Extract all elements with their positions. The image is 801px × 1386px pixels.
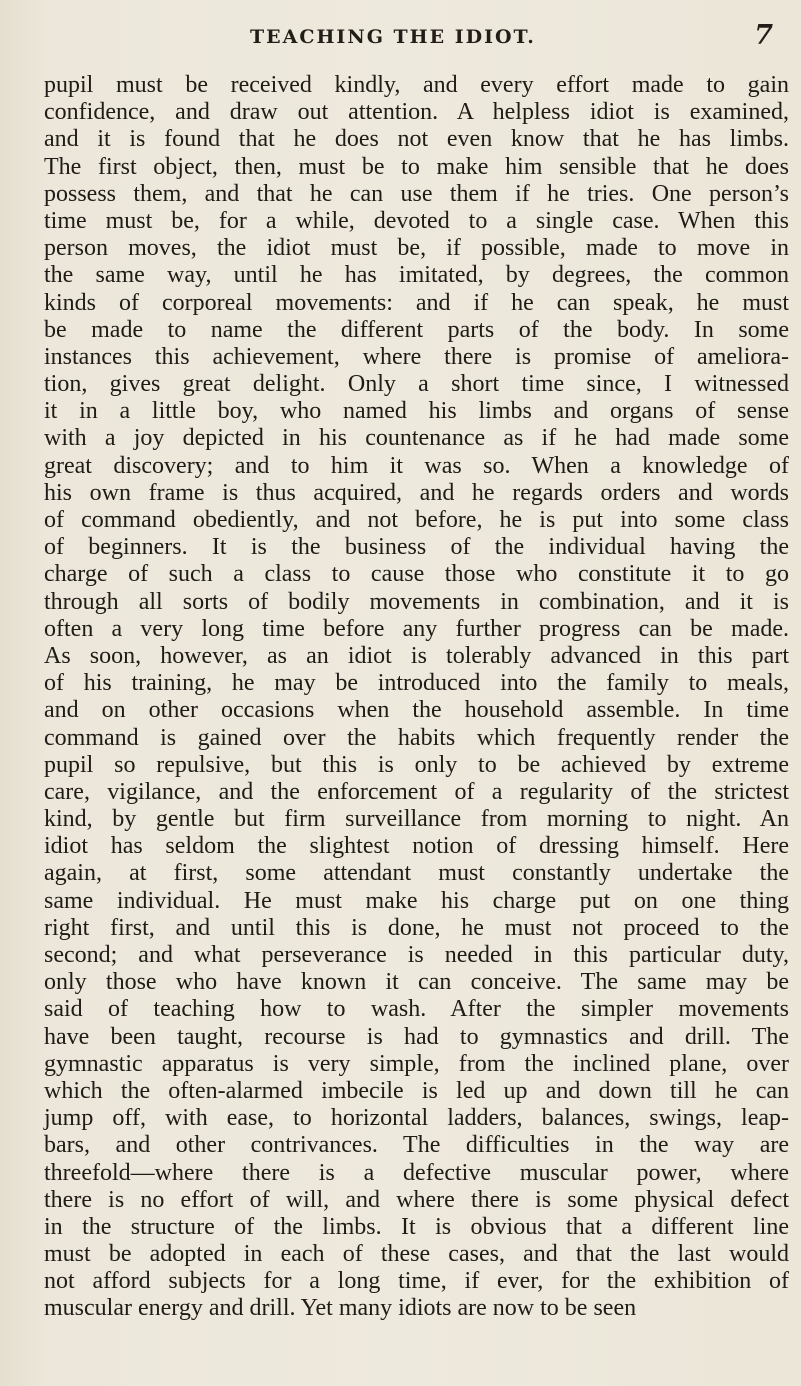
text-line: second; and what perseverance is needed in this particular duty, xyxy=(44,942,789,968)
text-line: which the often-alarmed imbecile is led up and down till he can xyxy=(44,1077,789,1104)
text-line: great discovery; and to him it was so. When a knowledge of xyxy=(44,452,789,479)
text-line: in the structure of the limbs. It is obvious that a different line xyxy=(44,1213,789,1240)
text-line: there is no effort of will, and where there is some physical defect xyxy=(44,1186,789,1213)
text-line: must be adopted in each of these cases, and that the last would xyxy=(44,1241,789,1268)
text-line: it in a little boy, who named his limbs and organs of sense xyxy=(44,398,789,425)
text-line: The first object, then, must be to make him sensible that he does xyxy=(44,153,789,180)
text-line: the same way, until he has imitated, by degrees, the common xyxy=(44,262,789,289)
text-line: said of teaching how to wash. After the simpler movements xyxy=(44,996,789,1023)
text-line: have been taught, recourse is had to gymnastics and drill. The xyxy=(44,1023,789,1050)
text-line: threefold—where there is a defective muscular power, where xyxy=(44,1159,789,1186)
text-line: tion, gives great delight. Only a short time since, I witnessed xyxy=(44,371,789,398)
text-line: be made to name the different parts of the body. In some xyxy=(44,316,789,343)
text-line: through all sorts of bodily movements in combination, and it is xyxy=(44,588,789,615)
text-line: gymnastic apparatus is very simple, from the inclined plane, over xyxy=(44,1050,789,1077)
text-line: only those who have known it can conceive. The same may be xyxy=(44,969,789,996)
text-line: of beginners. It is the business of the individual having the xyxy=(44,534,789,561)
text-line: and on other occasions when the household assemble. In time xyxy=(44,697,789,724)
text-line: again, at first, some attendant must constantly undertake the xyxy=(44,860,789,887)
page-number: 7 xyxy=(754,20,773,51)
running-head xyxy=(40,18,801,58)
text-line: possess them, and that he can use them if he tries. One person’s xyxy=(44,180,789,207)
text-line: muscular energy and drill. Yet many idiots are now to be seen xyxy=(44,1295,637,1322)
text-line: kind, by gentle but firm surveillance from morning to night. An xyxy=(44,806,789,833)
text-line: of command obediently, and not before, he is put into some class xyxy=(44,507,789,533)
text-line: pupil must be received kindly, and every effort made to gain xyxy=(44,72,789,98)
text-line: person moves, the idiot must be, if possible, made to move in xyxy=(44,235,789,262)
text-line: pupil so repulsive, but this is only to be achieved by extreme xyxy=(44,751,789,778)
running-title: TEACHING THE IDIOT. xyxy=(250,26,536,48)
text-line: kinds of corporeal movements: and if he can speak, he must xyxy=(44,289,789,316)
text-line: not afford subjects for a long time, if ever, for the exhibition of xyxy=(44,1268,789,1295)
text-line: right first, and until this is done, he must not proceed to the xyxy=(44,914,789,941)
text-line: often a very long time before any further progress can be made. xyxy=(44,615,789,642)
text-line: care, vigilance, and the enforcement of a regularity of the strictest xyxy=(44,778,789,805)
text-line: same individual. He must make his charge put on one thing xyxy=(44,887,789,914)
body-paragraph xyxy=(44,72,789,1323)
text-line: time must be, for a while, devoted to a single case. When this xyxy=(44,207,789,234)
text-line: instances this achievement, where there is promise of ameliora- xyxy=(44,343,789,370)
text-line: idiot has seldom the slightest notion of dressing himself. Here xyxy=(44,833,789,860)
text-line: bars, and other contrivances. The difficulties in the way are xyxy=(44,1132,789,1159)
text-line: As soon, however, as an idiot is tolerably advanced in this part xyxy=(44,642,789,669)
text-line: command is gained over the habits which frequently render the xyxy=(44,724,789,751)
text-line: and it is found that he does not even know that he has limbs. xyxy=(44,126,789,153)
text-line: with a joy depicted in his countenance as if he had made some xyxy=(44,425,789,452)
text-line: jump off, with ease, to horizontal ladders, balances, swings, leap- xyxy=(44,1105,789,1132)
text-line: his own frame is thus acquired, and he regards orders and words xyxy=(44,479,789,506)
text-line: confidence, and draw out attention. A helpless idiot is examined, xyxy=(44,99,789,126)
text-line: charge of such a class to cause those who constitute it to go xyxy=(44,561,789,588)
text-line: of his training, he may be introduced into the family to meals, xyxy=(44,670,789,697)
